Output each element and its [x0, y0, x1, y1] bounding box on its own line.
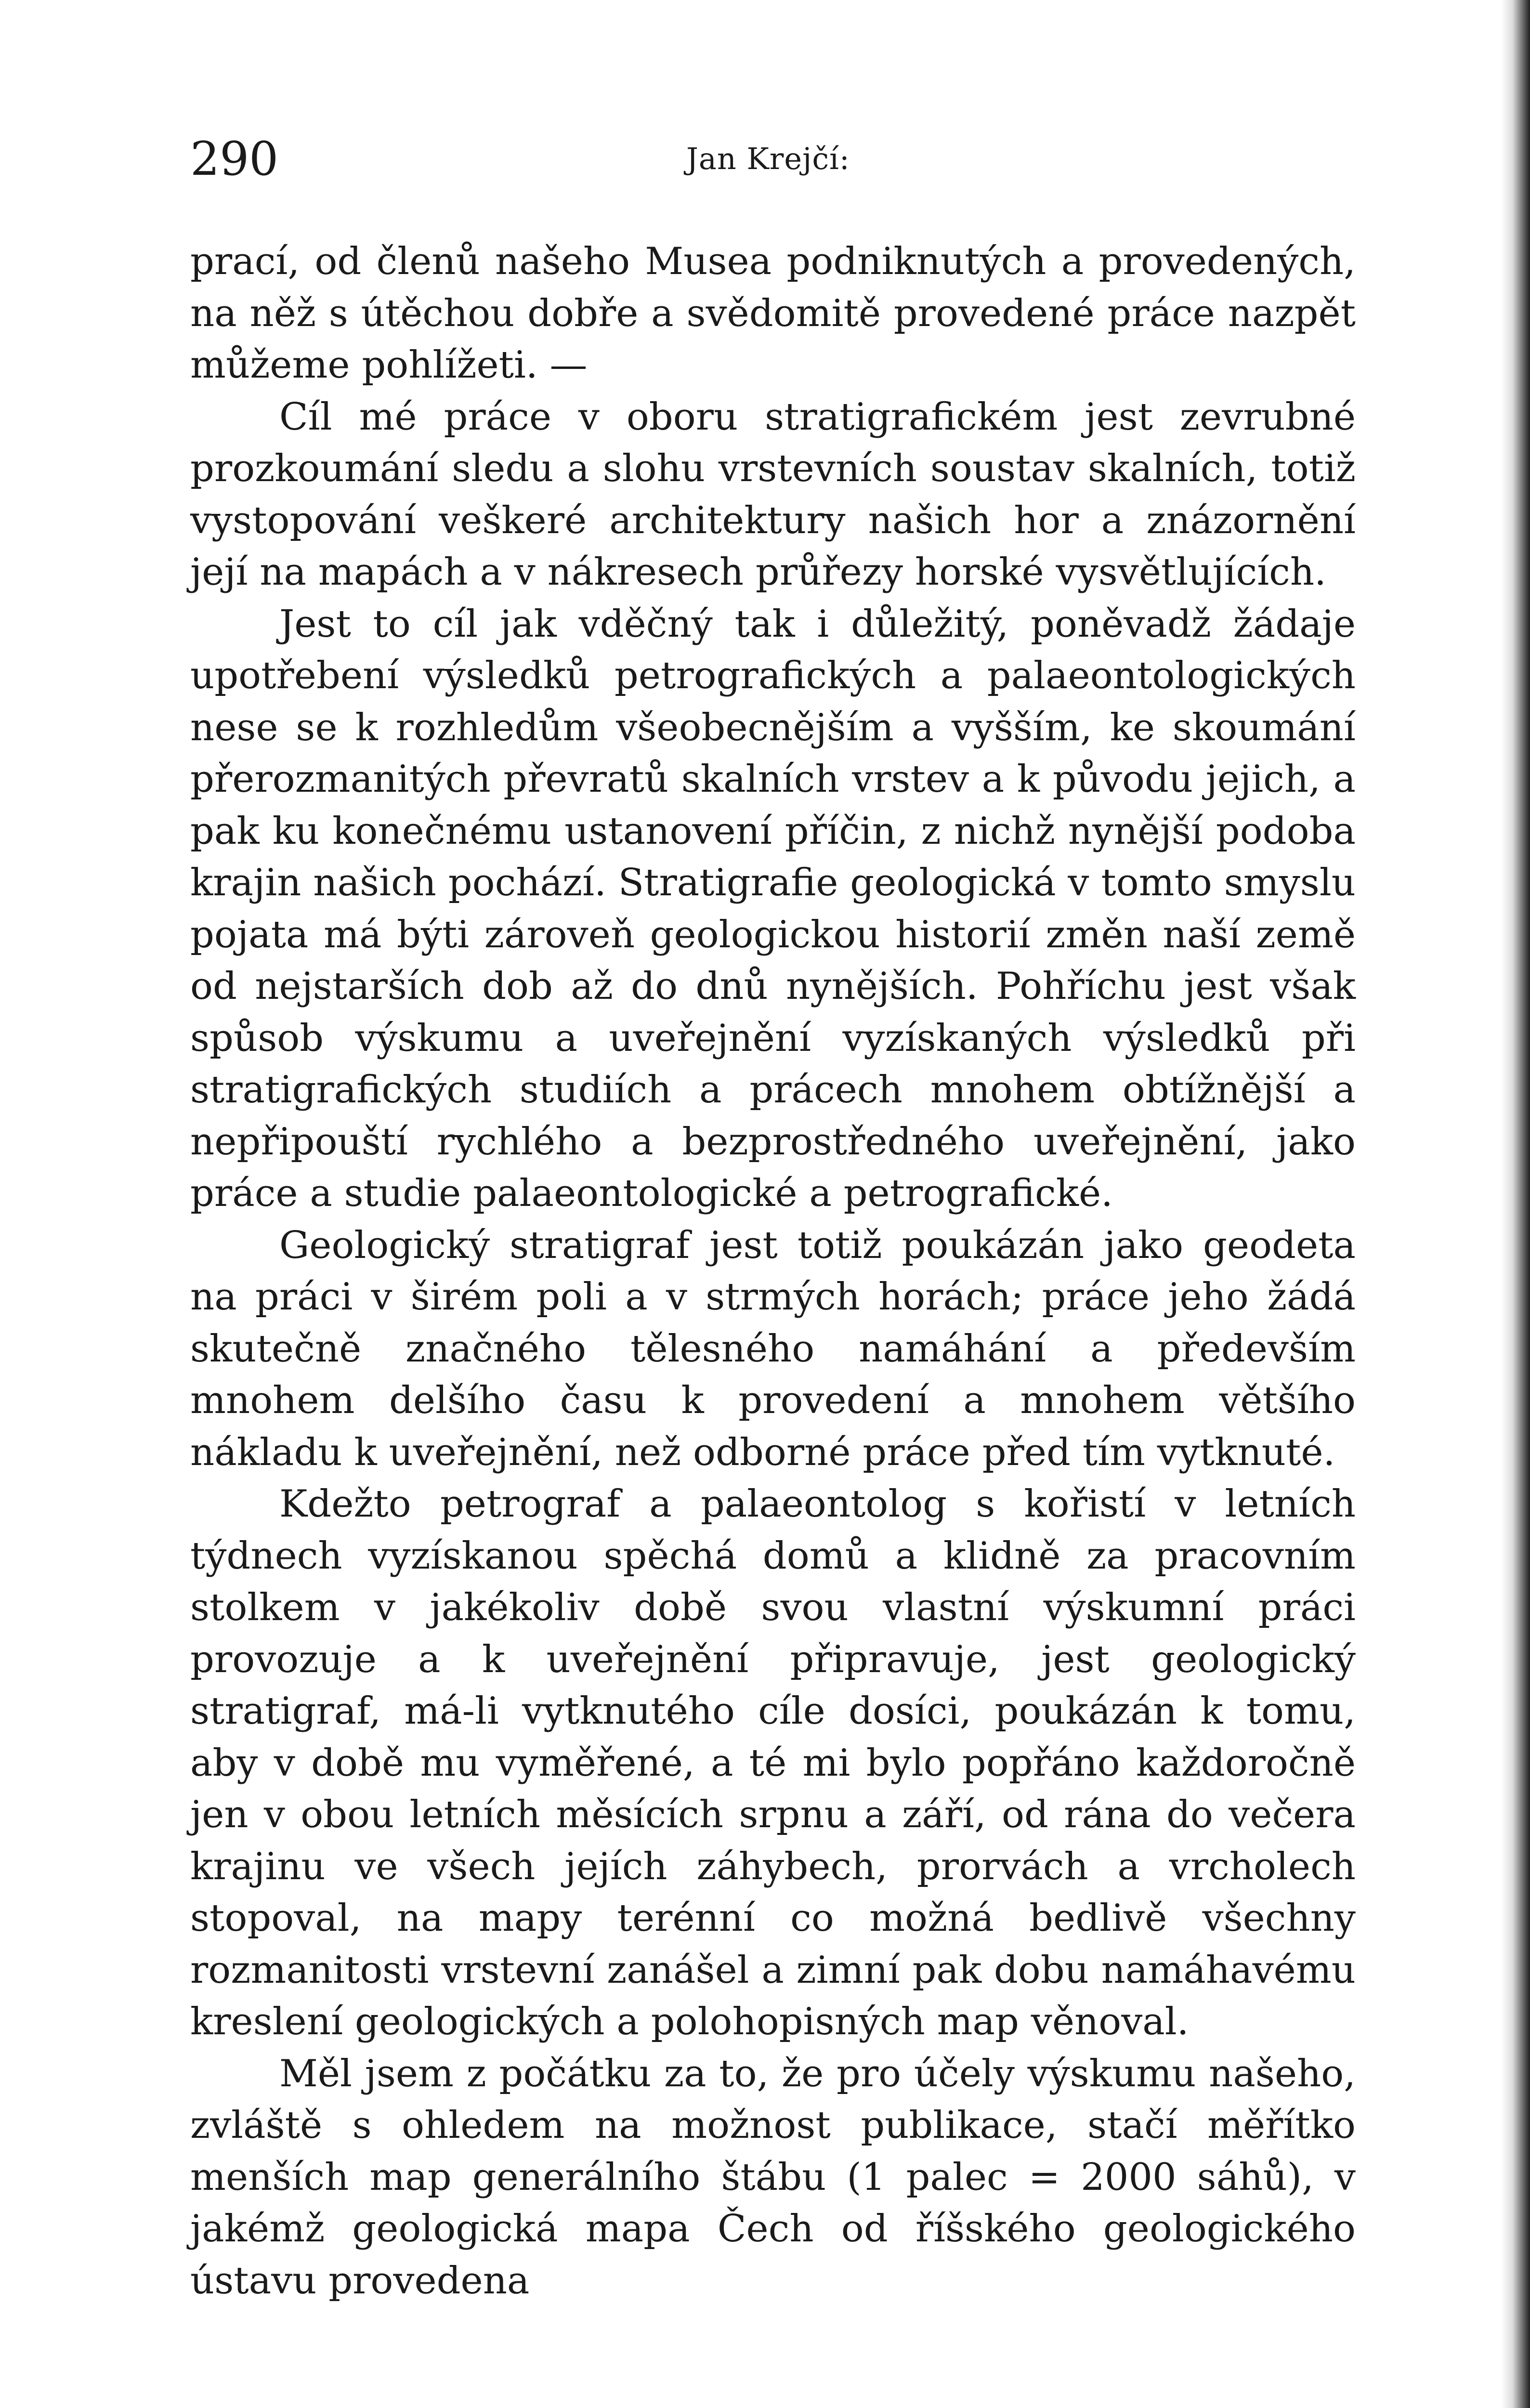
- paragraph-2: Cíl mé práce v oboru stratigrafickém jest zevrubné prozkoumání sledu a slohu vrstevních soustav skalních, totiž vystopování veškeré architektury našich hor a znázornění její na mapách a v nákresech průřezy horské vysvětlujících.: [190, 395, 1356, 594]
- paragraph-6: Měl jsem z počátku za to, že pro účely výskumu našeho, zvláště s ohledem na možnost publikace, stačí měřítko menších map generálního štábu (1 palec = 2000 sáhů), v jakémž geologická mapa Čech od říšského geologického ústavu provedena: [190, 2052, 1356, 2303]
- running-head: Jan Krejčí:: [686, 141, 850, 176]
- page-number: 290: [190, 132, 279, 186]
- paragraph-4: Geologický stratigraf jest totiž poukázán jako geodeta na práci v širém poli a v strmých horách; práce jeho žádá skutečně značného tělesného namáhání a především mnohem delšího času k provedení a mnohem většího nákladu k uveřejnění, než odborné práce před tím vytknuté.: [190, 1223, 1356, 1474]
- page-edge-shadow: [1501, 0, 1530, 2408]
- paragraph-3: Jest to cíl jak vděčný tak i důležitý, poněvadž žádaje upotřebení výsledků petrografických a palaeontologických nese se k rozhledům všeobecnějším a vyšším, ke skoumání přerozmanitých převratů skalních vrstev a k původu jejich, a pak ku konečnému ustanovení příčin, z nichž nynější podoba krajin našich pochází. Stratigrafie geologická v tomto smyslu pojata má býti zároveň geologickou historií změn naší země od nejstarších dob až do dnů nynějších. Pohříchu jest však spůsob výskumu a uveřejnění vyzískaných výsledků při stratigrafických studiích a prácech mnohem obtížnější a nepřipouští rychlého a bezprostředného uveřejnění, jako práce a studie palaeontologické a petrografické.: [190, 602, 1356, 1215]
- body-text: [190, 236, 1356, 2307]
- page-header: [190, 125, 1356, 193]
- paragraph-5: Kdežto petrograf a palaeontolog s kořistí v letních týdnech vyzískanou spěchá domů a klidně za pracovním stolkem v jakékoliv době svou vlastní výskumní práci provozuje a k uveřejnění připravuje, jest geologický stratigraf, má-li vytknutého cíle dosíci, poukázán k tomu, aby v době mu vyměřené, a té mi bylo popřáno každoročně jen v obou letních měsících srpnu a září, od rána do večera krajinu ve všech jejích záhybech, prorvách a vrcholech stopoval, na mapy terénní co možná bedlivě všechny rozmanitosti vrstevní zanášel a zimní pak dobu namáhavému kreslení geologických a polohopisných map věnoval.: [190, 1482, 1356, 2043]
- paragraph-1: prací, od členů našeho Musea podniknutých a provedených, na něž s útěchou dobře a svědomitě provedené práce nazpět můžeme pohlížeti. —: [190, 240, 1356, 387]
